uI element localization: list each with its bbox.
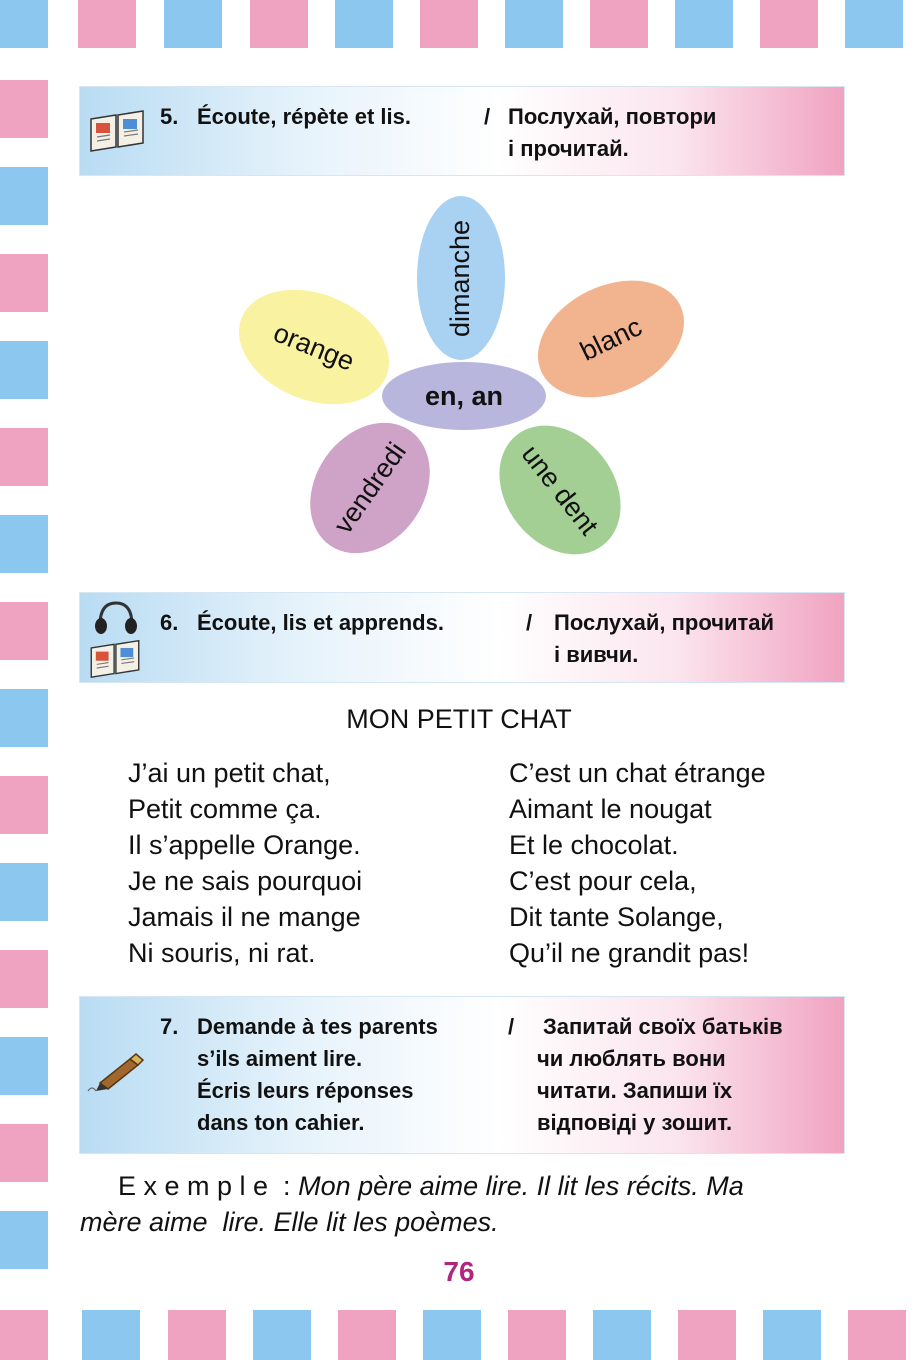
exercise-5-separator: /: [484, 104, 491, 129]
poem-line: Dit tante Solange,: [509, 902, 724, 932]
exercise-7-ukrainian-line: чи люблять вони: [537, 1046, 726, 1071]
poem-line: Ni souris, ni rat.: [128, 938, 316, 968]
exercise-5-banner: [79, 86, 845, 176]
petal-blanc: blanc: [519, 258, 704, 421]
poem-line: Il s’appelle Orange.: [128, 830, 361, 860]
exercise-7-number: 7.: [160, 1014, 179, 1039]
exercise-6-french: Écoute, lis et apprends.: [197, 610, 444, 635]
poem-line: Qu’il ne grandit pas!: [509, 938, 750, 968]
petal-une-dent: une dent: [474, 402, 645, 579]
exercise-7-banner: [79, 996, 845, 1154]
poem-line: Et le chocolat.: [509, 830, 679, 860]
exercise-7-ukrainian-line: читати. Запиши їх: [537, 1078, 733, 1103]
exercise-6-ukrainian-line2: і вивчи.: [554, 642, 639, 667]
flower-center: en, an: [382, 362, 546, 430]
exercise-7-french-line: s’ils aiment lire.: [197, 1046, 363, 1071]
pen-icon: [86, 1049, 146, 1098]
petal-dimanche: dimanche: [417, 196, 505, 360]
petal-vendredi: vendredi: [286, 400, 455, 577]
headphones-icon: [92, 599, 140, 640]
poem-line: C’est pour cela,: [509, 866, 697, 896]
poem-line: Jamais il ne mange: [128, 902, 361, 932]
exercise-7-french-line: Demande à tes parents: [197, 1014, 438, 1039]
poem-line: Petit comme ça.: [128, 794, 322, 824]
exercise-6-ukrainian-line1: Послухай, прочитай: [554, 610, 775, 635]
exercise-5-ukrainian-line1: Послухай, повтори: [508, 104, 717, 129]
poem-line: Aimant le nougat: [509, 794, 712, 824]
exercise-5-french: Écoute, répète et lis.: [197, 104, 411, 129]
poem-line: J’ai un petit chat,: [128, 758, 331, 788]
exercise-5-ukrainian-line2: і прочитай.: [508, 136, 629, 161]
example-text-line1: Mon père aime lire. Il lit les récits. Ma: [298, 1171, 744, 1201]
page-number: 76: [443, 1256, 475, 1287]
exercise-6-banner: [79, 592, 845, 683]
example-label: E x e m p l e :: [118, 1171, 291, 1201]
petal-orange: orange: [222, 269, 406, 426]
poem-line: Je ne sais pourquoi: [128, 866, 363, 896]
book-icon: [88, 637, 142, 684]
exercise-7-separator: /: [508, 1014, 515, 1039]
exercise-6-number: 6.: [160, 610, 179, 635]
exercise-7-ukrainian-line: Запитай своїх батьків: [543, 1014, 783, 1039]
poem-line: C’est un chat étrange: [509, 758, 766, 788]
exercise-6-separator: /: [526, 610, 533, 635]
exercise-7-french-line: dans ton cahier.: [197, 1110, 365, 1135]
exercise-5-number: 5.: [160, 104, 179, 129]
poem-title: MON PETIT CHAT: [346, 704, 572, 734]
example-paragraph: [80, 1168, 846, 1240]
exercise-7-french-line: Écris leurs réponses: [197, 1078, 414, 1103]
example-text-line2: mère aime lire. Elle lit les poèmes.: [80, 1207, 499, 1237]
book-icon: [88, 107, 146, 158]
exercise-7-ukrainian-line: відповіді у зошит.: [537, 1110, 733, 1135]
